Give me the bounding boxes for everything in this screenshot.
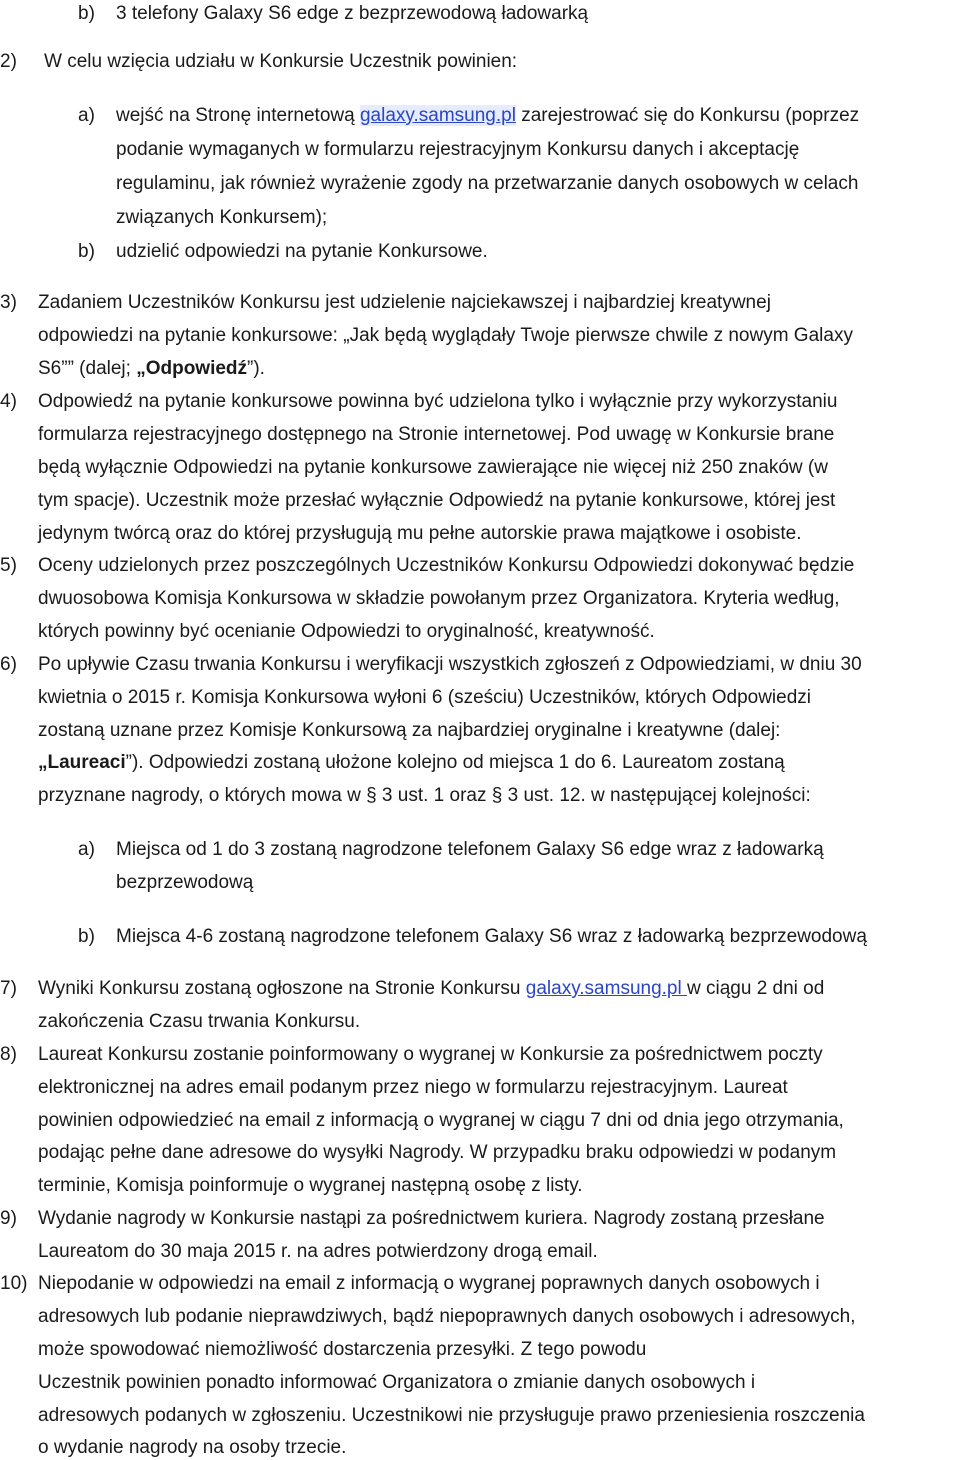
paragraph-line: adresowych lub podanie nieprawdziwych, bądź niepoprawnych danych osobowych i adresowych, xyxy=(38,1306,856,1327)
list-label-a: a) xyxy=(78,839,95,860)
paragraph-line: Laureat Konkursu zostanie poinformowany o wygranej w Konkursie za pośrednictwem poczty xyxy=(38,1044,823,1065)
paragraph-line: zakończenia Czasu trwania Konkursu. xyxy=(38,1011,361,1032)
paragraph-line: Po upływie Czasu trwania Konkursu i weryfikacji wszystkich zgłoszeń z Odpowiedziami, w dniu 30 xyxy=(38,654,862,675)
paragraph-line: udzielić odpowiedzi na pytanie Konkursowe. xyxy=(116,241,488,262)
list-label-b: b) xyxy=(78,926,95,947)
paragraph-line: Wydanie nagrody w Konkursie nastąpi za pośrednictwem kuriera. Nagrody zostaną przesłane xyxy=(38,1208,825,1229)
paragraph-number: 8) xyxy=(0,1044,17,1065)
list-label-b: b) xyxy=(78,241,95,262)
list-label-b: b) xyxy=(78,3,95,24)
website-link[interactable]: galaxy.samsung.pl xyxy=(525,978,687,999)
paragraph-line: może spowodować niemożliwość dostarczenia przesyłki. Z tego powodu xyxy=(38,1339,647,1360)
paragraph-line: adresowych podanych w zgłoszeniu. Uczestnikowi nie przysługuje prawo przeniesienia roszczenia xyxy=(38,1405,865,1426)
paragraph-line: Niepodanie w odpowiedzi na email z informacją o wygranej poprawnych danych osobowych i xyxy=(38,1273,820,1294)
paragraph-line: jedynym twórcą oraz do której przysługują mu pełne autorskie prawa majątkowe i osobiste. xyxy=(38,523,802,544)
paragraph-line: bezprzewodową xyxy=(116,872,254,893)
paragraph-line: o wydanie nagrody na osoby trzecie. xyxy=(38,1437,347,1458)
paragraph-line: Oceny udzielonych przez poszczególnych Uczestników Konkursu Odpowiedzi dokonywać będzie xyxy=(38,555,855,576)
paragraph-line: regulaminu, jak również wyrażenie zgody na przetwarzanie danych osobowych w celach xyxy=(116,173,859,194)
paragraph-number: 9) xyxy=(0,1208,17,1229)
paragraph-line: Laureatom do 30 maja 2015 r. na adres potwierdzony drogą email. xyxy=(38,1241,598,1262)
paragraph-number: 6) xyxy=(0,654,17,675)
paragraph-line: przyznane nagrody, o których mowa w § 3 ust. 1 oraz § 3 ust. 12. w następującej kolejności: xyxy=(38,785,811,806)
paragraph-line: formularza rejestracyjnego dostępnego na Stronie internetowej. Pod uwagę w Konkursie brane xyxy=(38,424,835,445)
paragraph-line: Uczestnik powinien ponadto informować Organizatora o zmianie danych osobowych i xyxy=(38,1372,756,1393)
paragraph-number: 3) xyxy=(0,292,17,313)
paragraph-line: terminie, Komisja poinformuje o wygranej następną osobę z listy. xyxy=(38,1175,583,1196)
paragraph-line: Miejsca od 1 do 3 zostaną nagrodzone telefonem Galaxy S6 edge wraz z ładowarką xyxy=(116,839,824,860)
prize-item-text: 3 telefony Galaxy S6 edge z bezprzewodową ładowarką xyxy=(116,3,589,24)
paragraph-number: 7) xyxy=(0,978,17,999)
paragraph-line: zostaną uznane przez Komisje Konkursową za najbardziej oryginalne i kreatywne (dalej: xyxy=(38,720,781,741)
paragraph-line: Odpowiedź na pytanie konkursowe powinna być udzielona tylko i wyłącznie przy wykorzystaniu xyxy=(38,391,838,412)
paragraph-line: związanych Konkursem); xyxy=(116,207,328,228)
paragraph-line: Miejsca 4-6 zostaną nagrodzone telefonem Galaxy S6 wraz z ładowarką bezprzewodową xyxy=(116,926,867,947)
paragraph-line: kwietnia o 2015 r. Komisja Konkursowa wyłoni 6 (sześciu) Uczestników, których Odpowiedzi xyxy=(38,687,811,708)
paragraph-line: których powinny być ocenianie Odpowiedzi to oryginalność, kreatywność. xyxy=(38,621,655,642)
paragraph-line: podając pełne dane adresowe do wysyłki Nagrody. W przypadku braku odpowiedzi w podanym xyxy=(38,1142,837,1163)
paragraph-line: będą wyłącznie Odpowiedzi na pytanie konkursowe zawierające nie więcej niż 250 znaków (w xyxy=(38,457,828,478)
website-link[interactable]: galaxy.samsung.pl xyxy=(359,105,516,126)
paragraph-text: W celu wzięcia udziału w Konkursie Uczestnik powinien: xyxy=(44,51,518,72)
paragraph-number: 4) xyxy=(0,391,17,412)
paragraph-line: odpowiedzi na pytanie konkursowe: „Jak będą wyglądały Twoje pierwsze chwile z nowym Galaxy xyxy=(38,325,853,346)
paragraph-line: powinien odpowiedzieć na email z informacją o wygranej w ciągu 7 dni od dnia jego otrzymania, xyxy=(38,1110,844,1131)
defined-term: „Odpowiedź xyxy=(136,358,248,379)
list-label-a: a) xyxy=(78,105,95,126)
paragraph-number: 2) xyxy=(0,51,17,72)
paragraph-line: tym spacje). Uczestnik może przesłać wyłącznie Odpowiedź na pytanie konkursowe, której jest xyxy=(38,490,836,511)
paragraph-line: podanie wymaganych w formularzu rejestracyjnym Konkursu danych i akceptację xyxy=(116,139,800,160)
paragraph-line: dwuosobowa Komisja Konkursowa w składzie powołanym przez Organizatora. Kryteria według, xyxy=(38,588,840,609)
defined-term: „Laureaci xyxy=(38,752,126,773)
paragraph-line: Wyniki Konkursu zostaną ogłoszone na Stronie Konkursu galaxy.samsung.pl w ciągu 2 dni od xyxy=(38,978,825,999)
paragraph-line: „Laureaci”). Odpowiedzi zostaną ułożone kolejno od miejsca 1 do 6. Laureatom zostaną xyxy=(38,752,785,773)
paragraph-number: 10) xyxy=(0,1273,28,1294)
paragraph-line: Zadaniem Uczestników Konkursu jest udzielenie najciekawszej i najbardziej kreatywnej xyxy=(38,292,771,313)
paragraph-number: 5) xyxy=(0,555,17,576)
paragraph-line: wejść na Stronę internetową galaxy.samsung.pl zarejestrować się do Konkursu (poprzez xyxy=(116,105,860,126)
paragraph-line: elektronicznej na adres email podanym przez niego w formularzu rejestracyjnym. Laureat xyxy=(38,1077,788,1098)
paragraph-line: S6”” (dalej; „Odpowiedź”). xyxy=(38,358,265,379)
